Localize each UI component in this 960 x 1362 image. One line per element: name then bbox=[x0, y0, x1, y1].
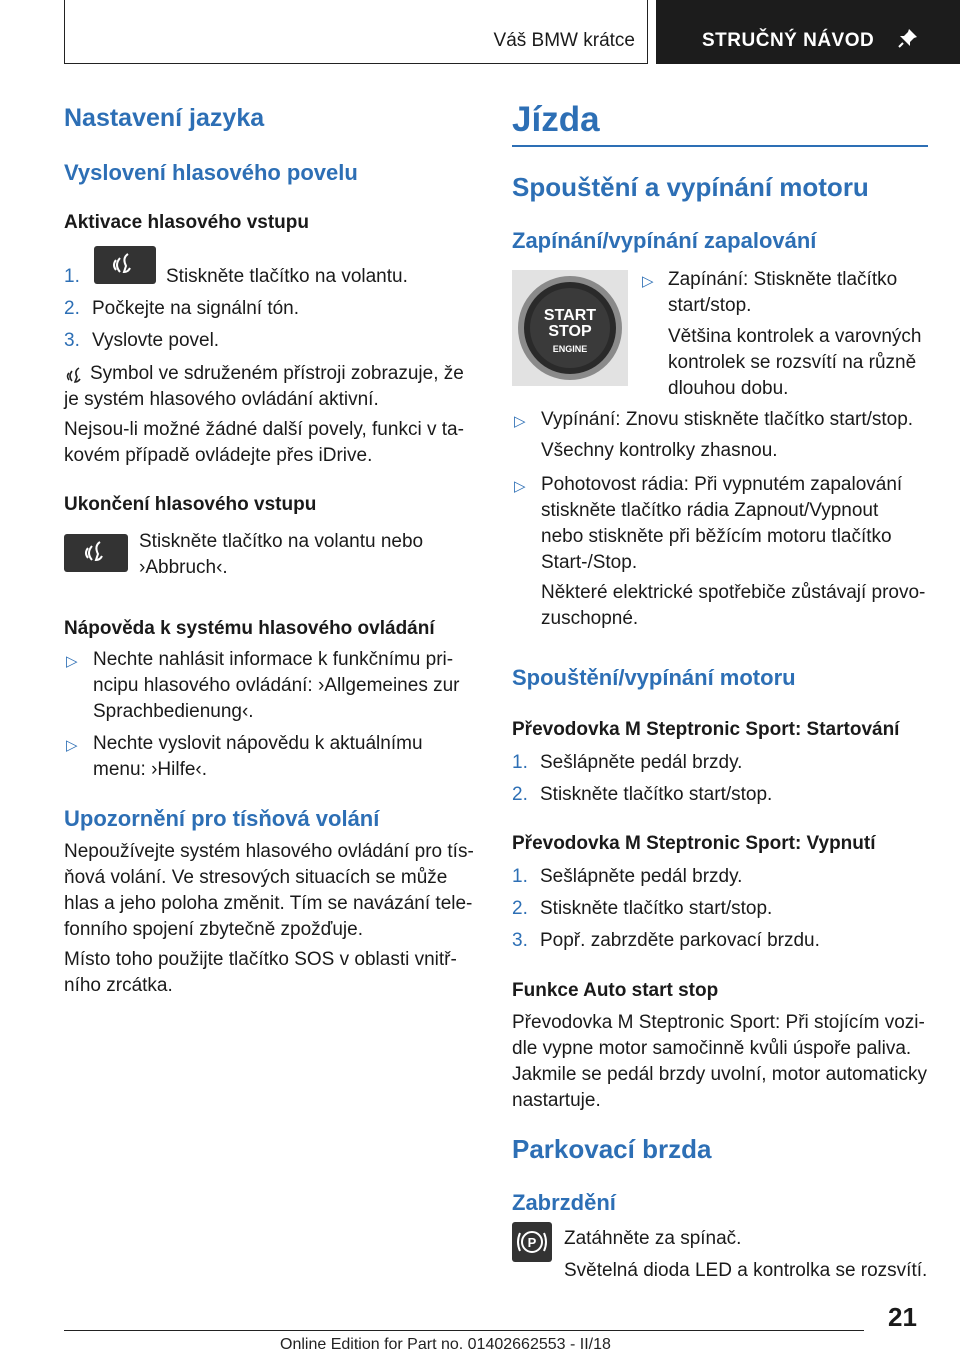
step-text: Stiskněte tlačítko start/stop. bbox=[540, 898, 773, 919]
ignition-off: Vypínání: Znovu stiskněte tlačítko start/stop. bbox=[541, 409, 914, 430]
engine-start-stop-title: Spouštění/vypínání motoru bbox=[512, 665, 796, 690]
help-item-1-line1: Nechte nahlásit informace k funkčnímu pri- bbox=[93, 649, 454, 670]
step-number: 3. bbox=[64, 330, 80, 351]
section-title-language: Nastavení jazyka bbox=[64, 104, 265, 132]
autostart-heading: Funkce Auto start stop bbox=[512, 980, 719, 1001]
sos-line1: Místo toho použijte tlačítko SOS v oblasti vnitř- bbox=[64, 949, 457, 970]
emergency-title: Upozornění pro tísňová volání bbox=[64, 806, 380, 831]
radio-line4: Start-/Stop. bbox=[541, 552, 638, 573]
help-item-1-line3: Sprachbedienung‹. bbox=[93, 701, 254, 722]
stop-step-1 bbox=[512, 864, 742, 890]
autostart-line2: dle vypne motor samočinně kvůli úspoře paliva. bbox=[512, 1038, 912, 1059]
help-heading: Nápověda k systému hlasového ovládání bbox=[64, 618, 435, 639]
autostart-line1: Převodovka M Steptronic Sport: Při stojícím vozi- bbox=[512, 1012, 925, 1033]
bullet-triangle-icon: ▷ bbox=[642, 273, 654, 290]
activation-heading: Aktivace hlasového vstupu bbox=[64, 212, 309, 233]
step-number: 1. bbox=[512, 752, 528, 773]
emergency-line3: hlas a jeho poloha změnit. Tím se navázání tele- bbox=[64, 893, 473, 914]
symbol-text-line1: Symbol ve sdruženém přístroji zobrazuje, že bbox=[90, 363, 464, 384]
bullet-triangle-icon: ▷ bbox=[66, 737, 78, 754]
apply-title: Zabrzdění bbox=[512, 1190, 616, 1215]
parking-brake-switch-image bbox=[512, 1222, 552, 1262]
step-text: Stiskněte tlačítko na volantu. bbox=[166, 266, 408, 287]
step-number: 1. bbox=[64, 266, 80, 287]
help-item-1-line2: ncipu hlasového ovládání: ›Allgemeines zur bbox=[93, 675, 460, 696]
step-3 bbox=[64, 328, 219, 354]
voice-symbol-icon bbox=[64, 366, 86, 386]
help-item-2-line2: menu: ›Hilfe‹. bbox=[93, 759, 208, 780]
bullet-triangle-icon: ▷ bbox=[66, 653, 78, 670]
step-text: Vyslovte povel. bbox=[92, 330, 220, 351]
step-text: Popř. zabrzděte parkovací brzdu. bbox=[540, 930, 820, 951]
emergency-line1: Nepoužívejte systém hlasového ovládání pro tís- bbox=[64, 841, 474, 862]
start-stop-button-icon bbox=[512, 270, 628, 386]
ignition-note-line3: dlouhou dobu. bbox=[668, 378, 789, 399]
step-text: Sešlápněte pedál brzdy. bbox=[540, 866, 743, 887]
ignition-off-note: Všechny kontrolky zhasnou. bbox=[541, 440, 778, 461]
apply-line2: Světelná dioda LED a kontrolka se rozsvítí. bbox=[564, 1260, 928, 1281]
ignition-on-line2: start/stop. bbox=[668, 295, 752, 316]
step-number: 2. bbox=[512, 784, 528, 805]
step-number: 2. bbox=[64, 298, 80, 319]
end-line1: Stiskněte tlačítko na volantu nebo bbox=[139, 531, 424, 552]
step-1 bbox=[64, 264, 408, 290]
unsupported-line1: Nejsou-li možné žádné další povely, funkci v ta- bbox=[64, 419, 464, 440]
engine-label: ENGINE bbox=[552, 344, 588, 354]
stop-heading: Převodovka M Steptronic Sport: Vypnutí bbox=[512, 833, 876, 854]
autostart-line4: nastartuje. bbox=[512, 1090, 601, 1111]
radio-line2: stiskněte tlačítko rádia Zapnout/Vypnout bbox=[541, 500, 879, 521]
stop-label: STOP bbox=[548, 323, 592, 340]
footer-rule bbox=[64, 1330, 864, 1331]
bullet-triangle-icon: ▷ bbox=[514, 413, 526, 430]
chapter-title: Jízda bbox=[512, 100, 600, 139]
help-item-2-line1: Nechte vyslovit nápovědu k aktuálnímu bbox=[93, 733, 423, 754]
start-step-2 bbox=[512, 782, 772, 808]
radio-line3: nebo stiskněte při běžícím motoru tlačítko bbox=[541, 526, 892, 547]
end-heading: Ukončení hlasového vstupu bbox=[64, 494, 317, 515]
step-number: 1. bbox=[512, 866, 528, 887]
start-label: START bbox=[543, 307, 597, 324]
apply-line1: Zatáhněte za spínač. bbox=[564, 1228, 742, 1249]
sos-line2: ního zrcátka. bbox=[64, 975, 173, 996]
svg-text:P: P bbox=[527, 1235, 537, 1250]
parking-brake-title: Parkovací brzda bbox=[512, 1134, 712, 1164]
footer-edition: Online Edition for Part no. 01402662553 - II/18 bbox=[280, 1336, 611, 1353]
subsection-title-voice: Vyslovení hlasového povelu bbox=[64, 160, 358, 185]
emergency-line4: fonního spojení zbytečně zpožďuje. bbox=[64, 919, 363, 940]
step-text: Stiskněte tlačítko start/stop. bbox=[540, 784, 773, 805]
subsection-title-ignition: Zapínání/vypínání zapalování bbox=[512, 228, 817, 253]
header-left-box bbox=[64, 0, 648, 64]
end-line2: ›Abbruch‹. bbox=[139, 557, 228, 578]
radio-line1: Pohotovost rádia: Při vypnutém zapalování bbox=[541, 474, 903, 495]
step-text: Počkejte na signální tón. bbox=[92, 298, 300, 319]
header-section-title: STRUČNÝ NÁVOD bbox=[702, 30, 875, 51]
page-number: 21 bbox=[888, 1302, 917, 1332]
ignition-note-line2: kontrolek se rozsvítí na různě bbox=[668, 352, 917, 373]
voice-command-icon bbox=[64, 534, 128, 572]
pushpin-icon bbox=[896, 26, 920, 50]
start-heading: Převodovka M Steptronic Sport: Startování bbox=[512, 719, 900, 740]
parking-brake-icon bbox=[512, 1222, 552, 1262]
step-number: 2. bbox=[512, 898, 528, 919]
start-stop-button-image bbox=[512, 270, 628, 386]
start-step-1 bbox=[512, 750, 742, 776]
radio-note-line2: zuschopné. bbox=[541, 608, 639, 629]
ignition-on-line1: Zapínání: Stiskněte tlačítko bbox=[668, 269, 898, 290]
radio-note-line1: Některé elektrické spotřebiče zůstávají provo- bbox=[541, 582, 926, 603]
chapter-rule bbox=[512, 145, 928, 147]
step-2 bbox=[64, 296, 299, 322]
unsupported-line2: kovém případě ovládejte přes iDrive. bbox=[64, 445, 373, 466]
ignition-note-line1: Většina kontrolek a varovných bbox=[668, 326, 922, 347]
symbol-text-line2: je systém hlasového ovládání aktivní. bbox=[64, 389, 379, 410]
step-text: Sešlápněte pedál brzdy. bbox=[540, 752, 743, 773]
step-number: 3. bbox=[512, 930, 528, 951]
emergency-line2: ňová volání. Ve stresových situacích se může bbox=[64, 867, 448, 888]
autostart-line3: Jakmile se pedál brzdy uvolní, motor automaticky bbox=[512, 1064, 928, 1085]
stop-step-3 bbox=[512, 928, 820, 954]
header-title: Váš BMW krátce bbox=[493, 30, 635, 51]
header-section-tab bbox=[656, 0, 960, 64]
section-title-engine: Spouštění a vypínání motoru bbox=[512, 172, 869, 202]
stop-step-2 bbox=[512, 896, 772, 922]
bullet-triangle-icon: ▷ bbox=[514, 478, 526, 495]
voice-button-image-end bbox=[64, 534, 128, 572]
